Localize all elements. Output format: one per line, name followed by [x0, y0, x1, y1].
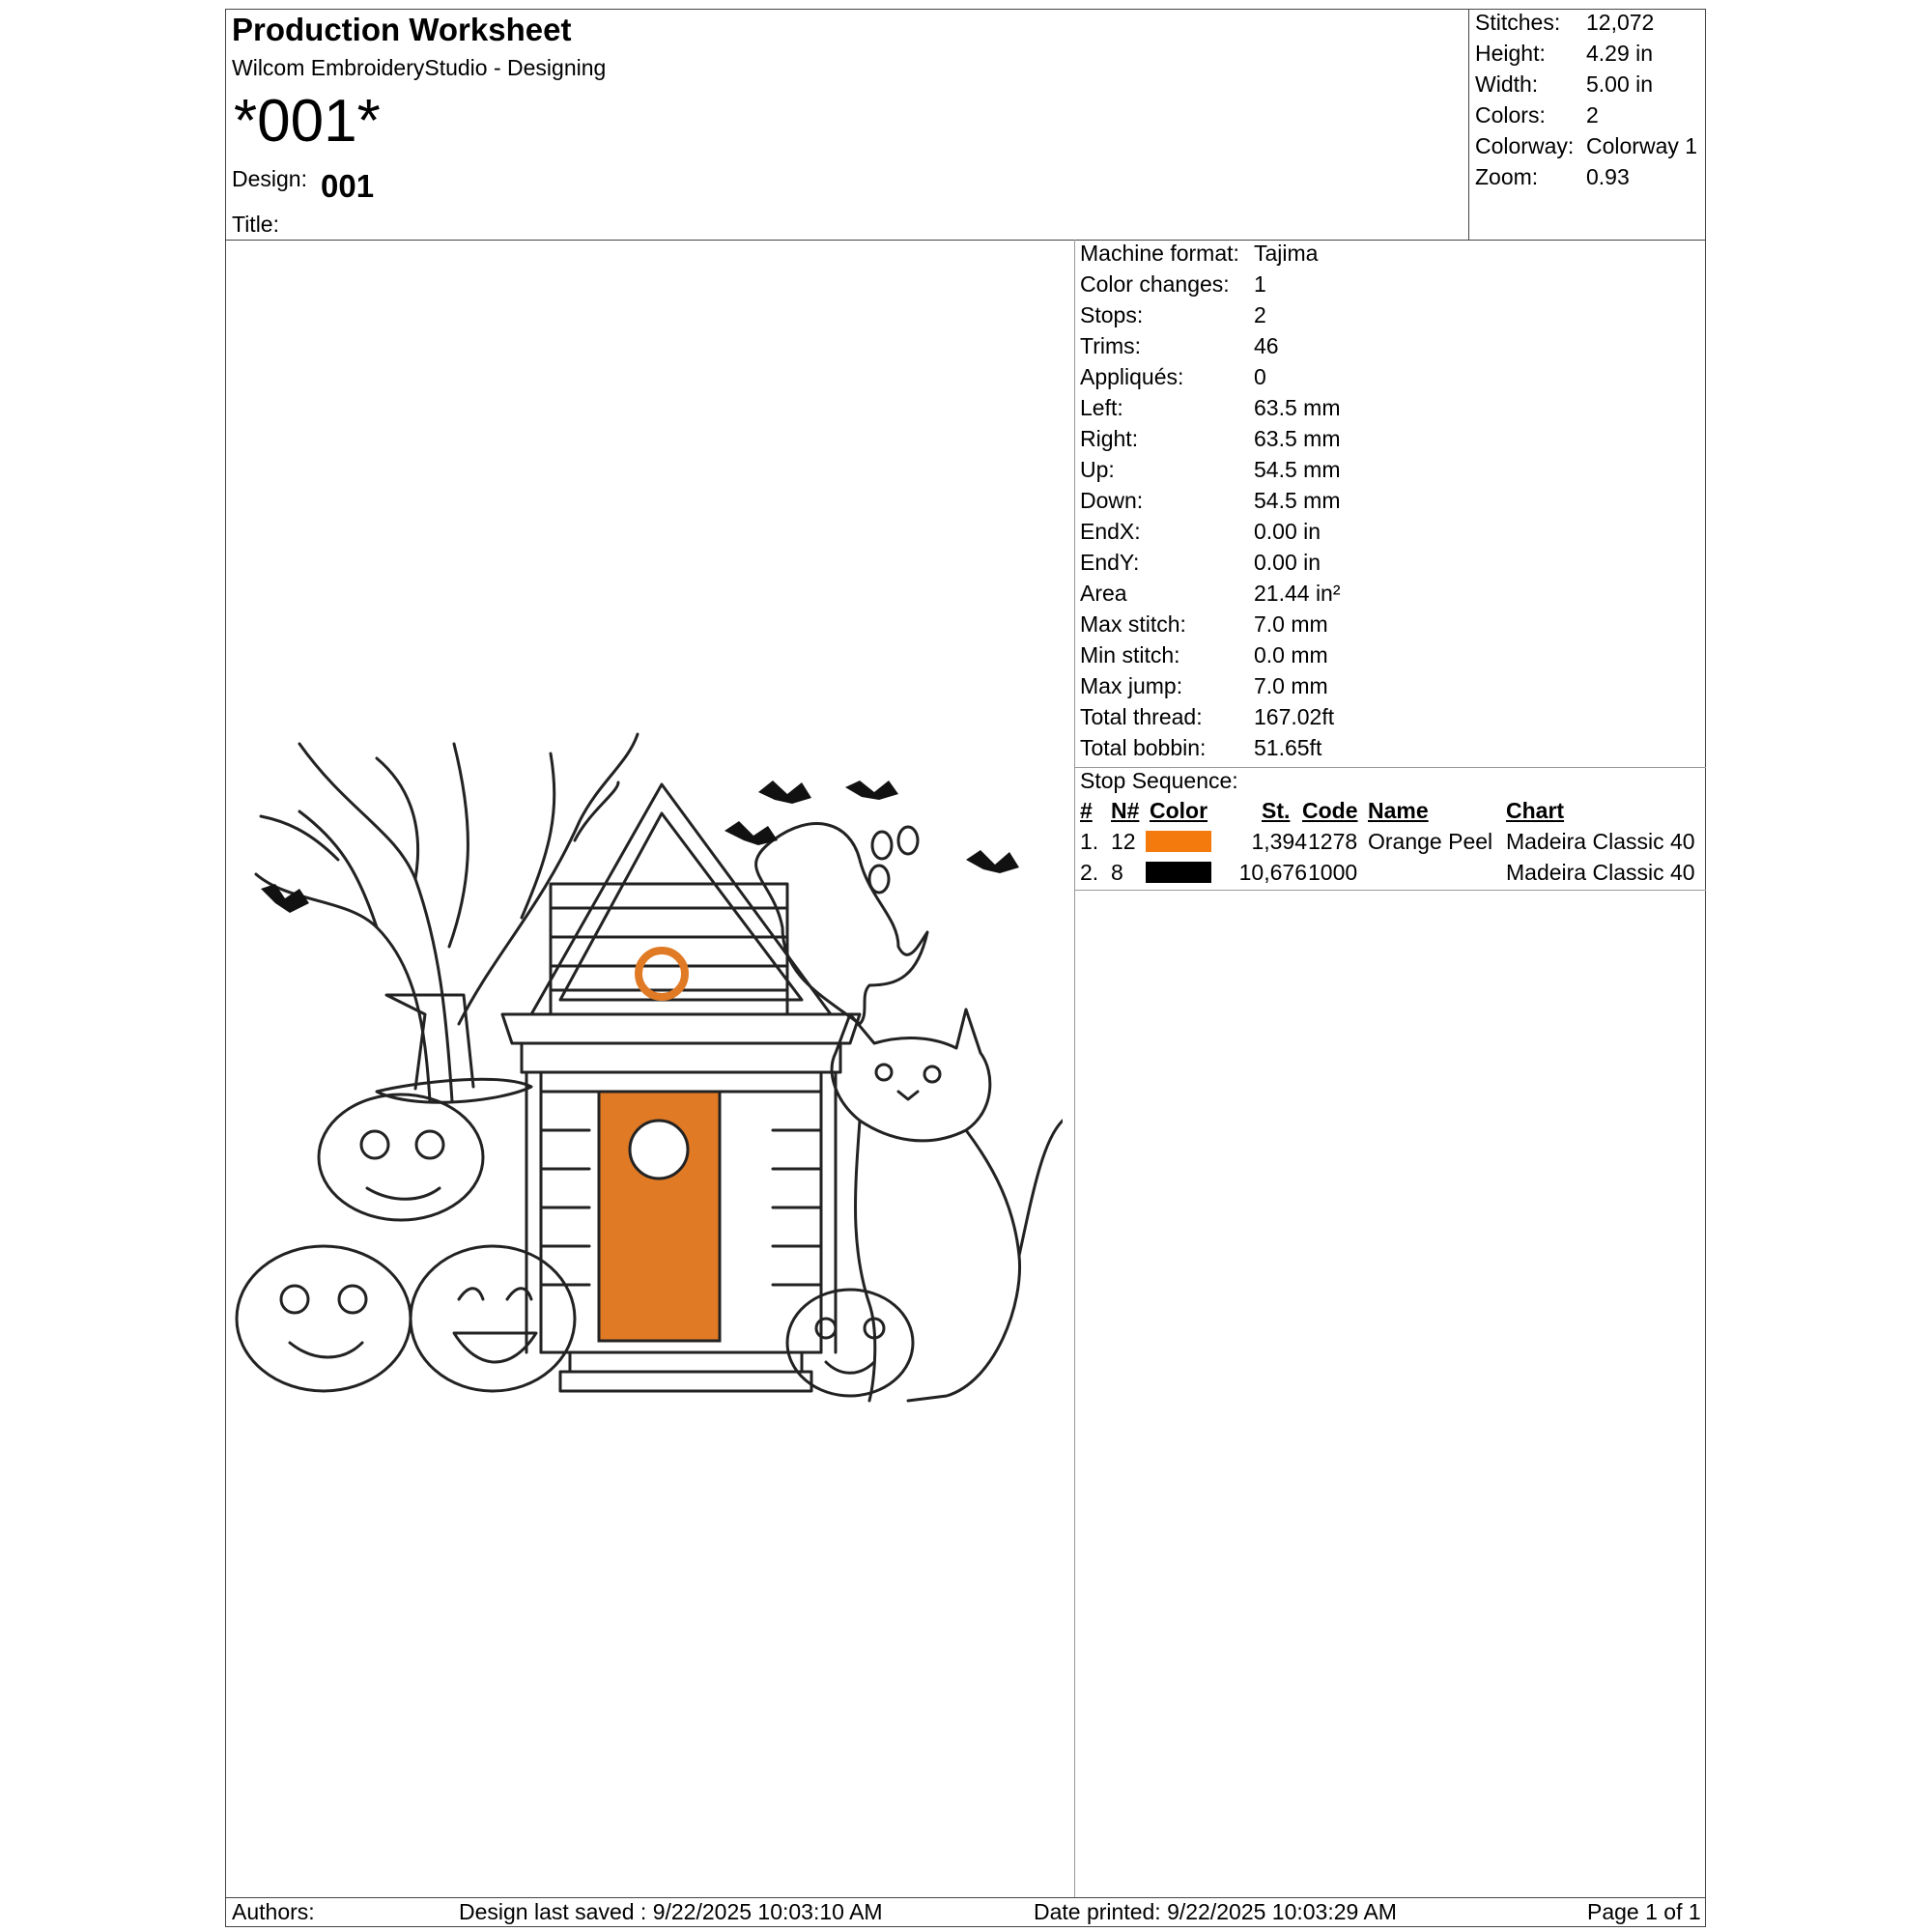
design-barcode-text: *001* [234, 88, 381, 155]
bat-icon [758, 781, 811, 804]
row1-needle: 12 [1111, 829, 1136, 854]
row2-num: 2. [1080, 860, 1099, 885]
row1-color-swatch [1146, 831, 1211, 852]
software-name: Wilcom EmbroideryStudio - Designing [232, 55, 607, 80]
design-value: 001 [321, 168, 375, 204]
header-stats-divider [1468, 9, 1469, 241]
embroidery-design-preview [232, 705, 1063, 1430]
header-divider [225, 240, 1706, 241]
col-header-num: # [1080, 798, 1093, 823]
row2-chart: Madeira Classic 40 [1506, 860, 1695, 885]
footer-divider [225, 1897, 1706, 1898]
col-header-needle: N# [1111, 798, 1140, 823]
orange-thread-fills [599, 951, 720, 1341]
bats [261, 781, 1019, 913]
row2-stitches: 10,676 [1238, 860, 1307, 885]
ghost-outline [756, 824, 927, 1024]
row1-chart: Madeira Classic 40 [1506, 829, 1695, 854]
row2-needle: 8 [1111, 860, 1123, 885]
bat-icon [845, 781, 898, 800]
design-label: Design: [232, 166, 307, 191]
col-header-code: Code [1302, 798, 1358, 823]
row1-num: 1. [1080, 829, 1099, 854]
info-panel-divider [1074, 240, 1075, 1897]
stop-sequence-title: Stop Sequence: [1080, 768, 1238, 793]
col-header-name: Name [1368, 798, 1429, 823]
row1-stitches: 1,394 [1251, 829, 1307, 854]
col-header-color: Color [1150, 798, 1208, 823]
col-header-chart: Chart [1506, 798, 1565, 823]
page-title: Production Worksheet [232, 12, 572, 47]
bat-icon [261, 884, 309, 913]
stop-table-bottom-divider [1074, 890, 1706, 891]
tree-outline [256, 734, 638, 1101]
footer-page-number: Page 1 of 1 [1587, 1899, 1701, 1924]
witch-hat-outline [377, 995, 531, 1102]
bat-icon [966, 850, 1019, 873]
row2-color-swatch [1146, 862, 1211, 883]
cat-outline [832, 1009, 1063, 1401]
footer-last-saved: Design last saved : 9/22/2025 10:03:10 AM [459, 1899, 883, 1924]
col-header-stitches: St. [1262, 798, 1291, 823]
row2-code: 1000 [1308, 860, 1358, 885]
footer-authors: Authors: [232, 1899, 315, 1924]
row1-code: 1278 [1308, 829, 1358, 854]
footer-date-printed: Date printed: 9/22/2025 10:03:29 AM [1034, 1899, 1397, 1924]
title-label: Title: [232, 212, 279, 237]
row1-name: Orange Peel [1368, 829, 1493, 854]
bat-icon [724, 821, 778, 845]
